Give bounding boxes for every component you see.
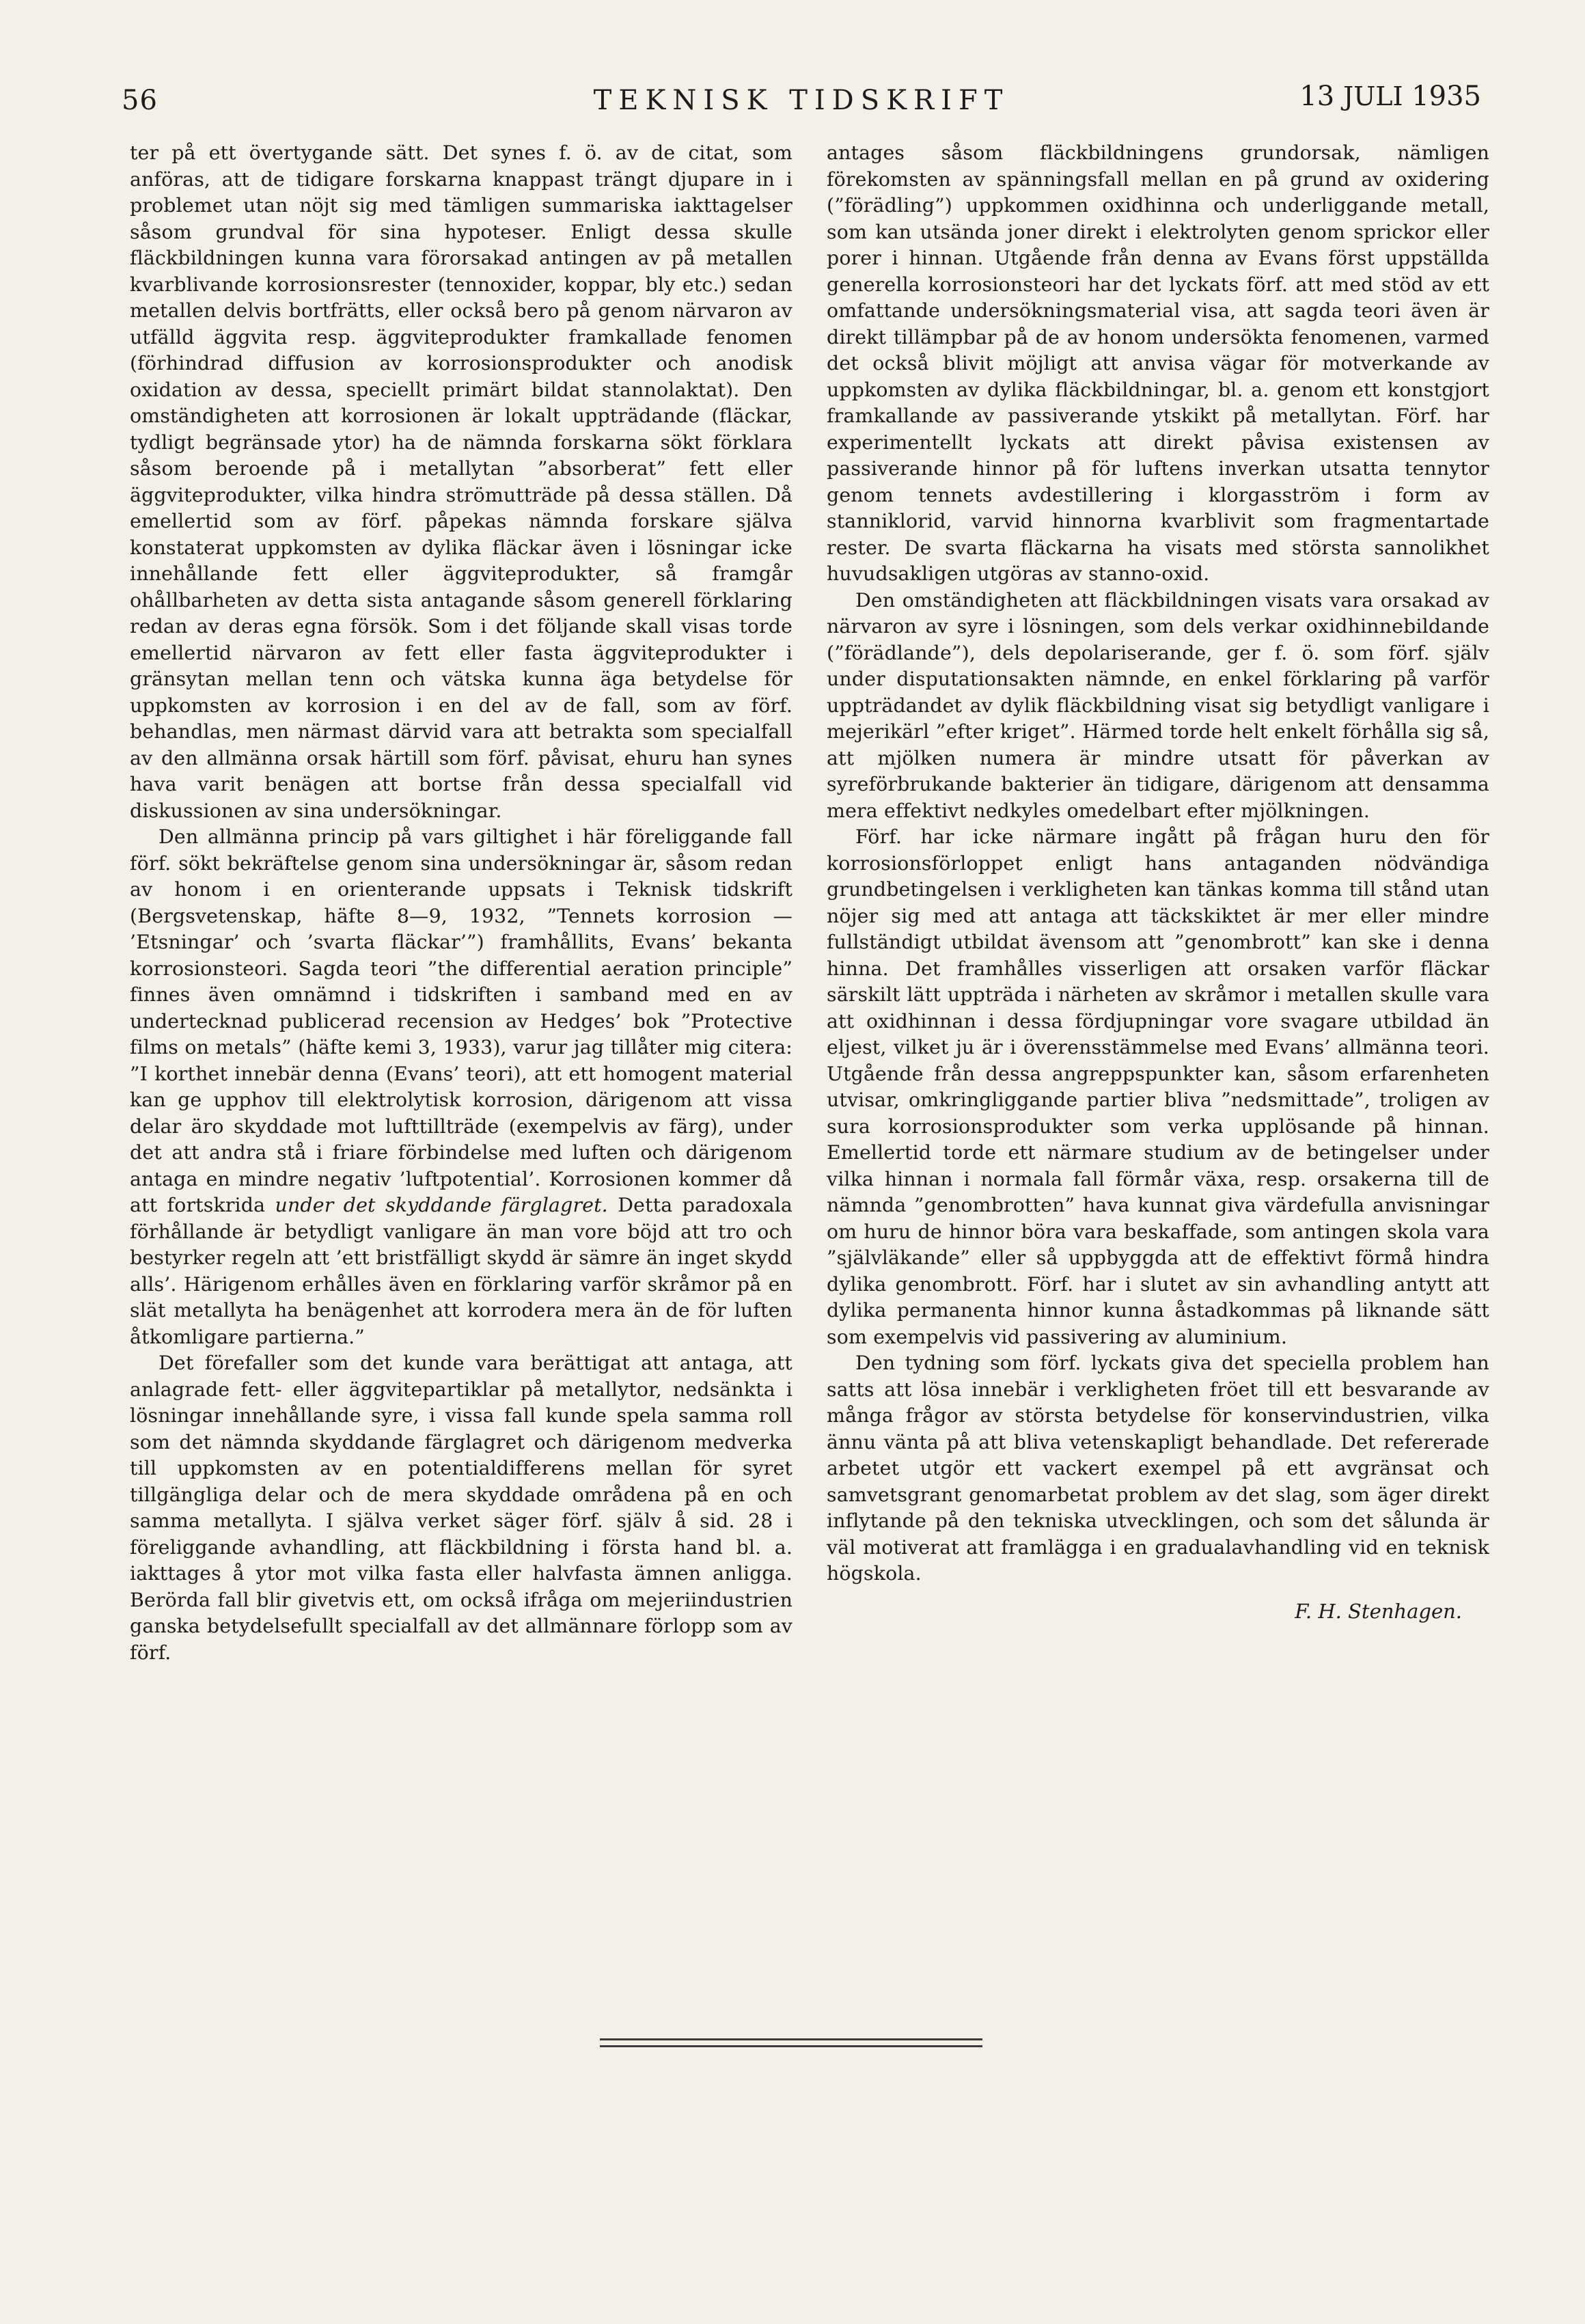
left-paragraph-2-part-1: Den allmänna princip på vars giltighet i här föreliggande fall förf. sökt bekräftelse genom sina undersökningar är, såsom redan av honom i en orienterande uppsats i Teknisk tidskrift (Bergsvetenskap, häfte 8—9, 1932, ”Tennets korrosion — ’Etsningar’ och ’svarta fläckar’”) framhållits, Evans’ bekanta korrosionsteori. Sagda teori ”the differential aeration principle” finnes även omnämnd i tidskriften i samband med en av undertecknad publicerad recension av Hedges’ bok ”Protective films on metals” (häfte kemi 3, 1933), varur jag tillåter mig citera: ”I korthet innebär denna (Evans’ teori), att ett homogent material kan ge upphov till elektrolytisk korrosion, därigenom att vissa delar äro skyddade mot lufttillträde (exempelvis av färg), under det att andra stå i friare förbindelse med luften och därigenom antaga en mindre negativ ’luftpotential’. Korrosionen kommer då att fortskrida xyxy=(130,825,792,1216)
left-paragraph-2-part-2: Detta paradoxala förhållande är betydligt vanligare än man vore böjd att tro och bestyrker regeln att ’ett bristfälligt skydd är sämre än inget skydd alls’. Härigenom erhålles även en förklaring varför skråmor på en slät metallyta ha benägenhet att korrodera mera än de för luften åtkomligare partierna.” xyxy=(130,1194,792,1348)
end-rule-lower xyxy=(600,2045,982,2047)
right-paragraph-2: Den omständigheten att fläckbildningen visats vara orsakad av närvaron av syre i lösningen, som dels verkar oxidhinnebildande (”förädlande”), dels depolariserande, ger f. ö. som förf. själv under disputationsakten nämnde, en enkel förklaring på varför uppträdandet av dylik fläckbildning visat sig betydligt vanligare i mejerikärl ”efter kriget”. Härmed torde helt enkelt förhålla sig så, att mjölken numera är mindre utsatt för påverkan av syreförbrukande bakterier än tidigare, därigenom att densamma mera effektivt nedkyles omedelbart efter mjölkningen. xyxy=(827,588,1489,822)
right-paragraph-3: Förf. har icke närmare ingått på frågan huru den för korrosionsförloppet enligt hans antaganden nödvändiga grundbetingelsen i verkligheten kan tänkas komma till stånd utan nöjer sig med att antaga att täckskiktet är mer eller mindre fullständigt utbildat ävensom att ”genombrott” kan ske i denna hinna. Det framhålles visserligen att orsaken varför fläckar särskilt lätt uppträda i närheten av skråmor i metallen skulle vara att oxidhinnan i dessa fördjupningar vore svagare utbildad än eljest, vilket ju är i överensstämmelse med Evans’ allmänna teori. Utgående från dessa angreppspunkter kan, såsom erfarenheten utvisar, omkringliggande partier bliva ”nedsmittade”, troligen av sura korrosionsprodukter som verka upplösande på hinnan. Emellertid torde ett närmare studium av de betingelser under vilka hinnan i normala fall förmår växa, resp. orsakerna till de nämnda ”genombrotten” hava kunnat giva värdefulla anvisningar om huru de hinnor böra vara beskaffade, som antingen skola vara ”självläkande” eller så uppbyggda att de effektivt förmå hindra dylika genombrott. Förf. har i slutet av sin avhandling antytt att dylika permanenta hinnor kunna åstadkommas på liknande sätt som exempelvis vid passivering av aluminium. xyxy=(827,825,1489,1348)
issue-date-month: JULI xyxy=(1342,81,1403,111)
left-paragraph-3: Det förefaller som det kunde vara berättigat att antaga, att anlagrade fett- eller äggvitepartiklar på metallytor, nedsänkta i lösningar innehållande syre, i vissa fall kunde spela samma roll som det nämnda skyddande färglagret och därigenom medverka till uppkomsten av en potentialdifferens mellan för syret tillgängliga delar och de mera skyddade områdena på en och samma metallyta. I själva verket säger förf. själv å sid. 28 i föreliggande avhandling, att fläckbildning i första hand bl. a. iakttages å ytor mot vilka fasta eller halvfasta ämnen anligga. Berörda fall blir givetvis ett, om också ifråga om mejeriindustrien ganska betydelsefullt specialfall av det allmännare förlopp som av förf. xyxy=(130,1352,792,1664)
right-paragraph-4: Den tydning som förf. lyckats giva det speciella problem han satts att lösa innebär i verkligheten fröet till ett besvarande av många frågor av största betydelse för konservindustrien, vilka ännu vänta på att bliva vetenskapligt behandlade. Det refererade arbetet utgör ett vackert exempel på ett avgränsat och samvetsgrant genomarbetat problem av det slag, som äger direkt inflytande på den tekniska utvecklingen, och som det sålunda är väl motiverat att framlägga i en gradualavhandling vid en teknisk högskola. xyxy=(827,1352,1489,1585)
text-columns xyxy=(130,140,1489,1666)
right-paragraph-1: antages såsom fläckbildningens grundorsak, nämligen förekomsten av spänningsfall mellan en på grund av oxidering (”förädling”) uppkommen oxidhinna och underliggande metall, som kan utsända joner direkt i elektrolyten genom sprickor eller porer i hinnan. Utgående från denna av Evans först uppställda generella korrosionsteori har det lyckats förf. att med stöd av ett omfattande undersökningsmaterial visa, att sagda teori även är direkt tillämpbar på de av honom undersökta fenomenen, varmed det också blivit möjligt att anvisa vägar för motverkande av uppkomsten av dylika fläckbildningar, bl. a. genom ett konstgjort framkallande av passiverande ytskikt på metallytan. Förf. har experimentellt lyckats att direkt påvisa existensen av passiverande hinnor på för luftens inverkan utsatta tennytor genom tennets avdestillering i klorgasström i form av stanniklorid, varvid hinnorna kvarblivit som fragmentartade rester. De svarta fläckarna ha visats med största sannolikhet huvudsakligen utgöras av stanno-oxid. xyxy=(827,141,1489,585)
left-paragraph-1: ter på ett övertygande sätt. Det synes f. ö. av de citat, som anföras, att de tidigare forskarna knappast trängt djupare in i problemet utan nöjt sig med tämligen summariska iakttagelser såsom grundval för sina hypoteser. Enligt dessa skulle fläckbildningen kunna vara förorsakad antingen av på metallen kvarblivande korrosionsrester (tennoxider, koppar, bly etc.) sedan metallen delvis bortfrätts, eller också bero på genom närvaron av utfälld äggvita resp. äggviteprodukter framkallade fenomen (förhindrad diffusion av korrosionsprodukter och anodisk oxidation av dessa, speciellt primärt bildat stannolaktat). Den omständigheten att korrosionen är lokalt uppträdande (fläckar, tydligt begränsade ytor) ha de nämnda forskarna sökt förklara såsom beroende på i metallytan ”absorberat” fett eller äggviteprodukter, vilka hindra strömutträde på dessa ställen. Då emellertid som av förf. påpekas nämnda forskare själva konstaterat uppkomsten av dylika fläckar även i lösningar icke innehållande fett eller äggviteprodukter, så framgår ohållbarheten av detta sista antagande såsom generell förklaring redan av deras egna försök. Som i det följande skall visas torde emellertid närvaron av fett eller fasta äggviteprodukter i gränsytan mellan tenn och vätska kunna äga betydelse för uppkomsten av korrosion i en del av de fall, som av förf. behandlas, men närmast därvid vara att betrakta som specialfall av den allmänna orsak härtill som förf. påvisat, ehuru han synes hava varit benägen att bortse från dessa specialfall vid diskussionen av sina undersökningar. xyxy=(130,141,792,822)
left-paragraph-2-italic: under det skyddande färglagret. xyxy=(275,1194,608,1216)
issue-date-day: 13 xyxy=(1299,81,1335,112)
end-rule-upper xyxy=(600,2038,982,2040)
issue-date xyxy=(1299,81,1481,112)
right-column xyxy=(827,140,1489,1666)
page-number: 56 xyxy=(122,85,158,116)
author-signature: F. H. Stenhagen. xyxy=(1295,1599,1462,1623)
running-header xyxy=(122,77,1481,124)
left-paragraph-2 xyxy=(130,824,792,1350)
left-column xyxy=(130,140,792,1666)
issue-date-year: 1935 xyxy=(1411,81,1481,112)
journal-title: TEKNISK TIDSKRIFT xyxy=(593,85,1010,116)
